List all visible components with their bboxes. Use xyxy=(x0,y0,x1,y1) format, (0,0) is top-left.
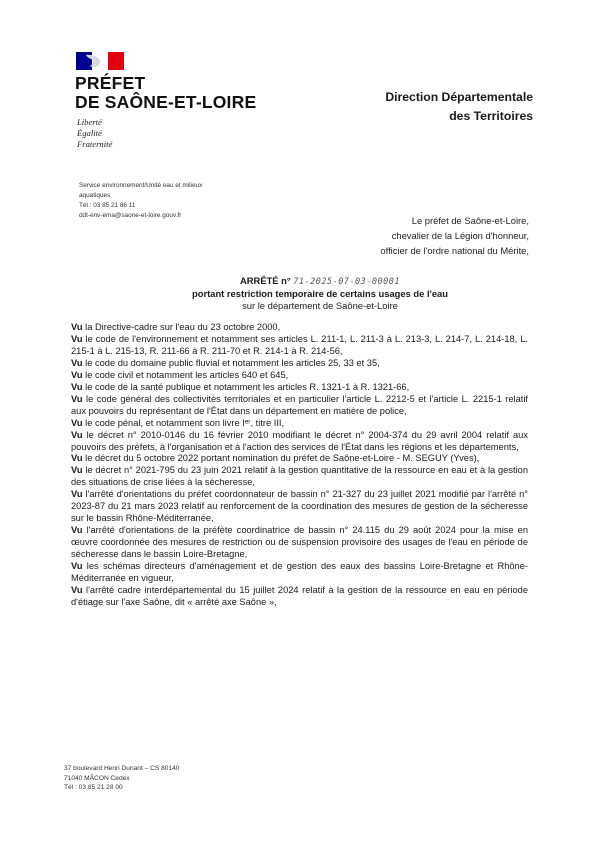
direction-line2: des Territoires xyxy=(449,109,533,123)
visa-item: Vu le décret n° 2021-795 du 23 juin 2021 relatif à la gestion quantitative de la ressource en eau et à la gestion des situations de crise liées à la sécheresse, xyxy=(71,465,528,488)
visa-item: Vu le code pénal, et notamment son livre Iᵉʳ, titre III, xyxy=(71,417,285,428)
motto-liberte: Liberté xyxy=(77,117,102,127)
arrete-heading xyxy=(100,275,540,312)
arrete-subtitle2: sur le département de Saône-et-Loire xyxy=(242,300,398,311)
motto-egalite: Égalité xyxy=(77,128,102,138)
service-line2: aquatiques xyxy=(79,192,111,199)
visa-item: Vu les schémas directeurs d'aménagement et de gestion des eaux des bassins Loire-Bretagne et Rhône-Méditerranée en vigueur, xyxy=(71,561,528,584)
visa-item: Vu l'arrêté d'orientations de la préfète coordinatrice de bassin n° 24.115 du 29 août 2024 pour la mise en œuvre coordonnée des mesures de restriction ou de suspension provisoire des usages de l'eau en période de sécheresse dans le bassin Loire-Bretagne, xyxy=(71,525,528,560)
visa-item: Vu l'arrêté d'orientations du préfet coordonnateur de bassin n° 21-327 du 23 juillet 2021 modifié par l'arrêté n° 2023-87 du 21 mars 2023 relatif au renforcement de la coordination des mesures de gestion de la sécheresse sur le bassin Rhône-Méditerranée, xyxy=(71,489,528,524)
visa-item: Vu le code général des collectivités territoriales et en particulier l'article L. 2212-5 et l'article L. 2215-1 relatif aux pouvoirs du représentant de l'État dans un département en matière de police, xyxy=(71,393,528,416)
footer-line2: 71040 MÂCON Cedex xyxy=(64,774,130,782)
direction-line1: Direction Départementale xyxy=(385,90,533,104)
service-contact xyxy=(79,181,269,221)
footer-line1: 37 boulevard Henri Dunant – CS 80140 xyxy=(64,765,180,772)
footer-address xyxy=(64,764,179,793)
prefet-wordmark xyxy=(75,74,256,112)
visas-list xyxy=(71,322,528,609)
service-email[interactable]: ddt-env-ema@saone-et-loire.gouv.fr xyxy=(79,212,182,219)
prefect-title-block xyxy=(380,213,529,258)
arrete-number xyxy=(100,275,540,288)
motto-fraternite: Fraternité xyxy=(77,139,113,149)
prefet-line1: PRÉFET xyxy=(75,73,146,93)
direction-header xyxy=(385,88,533,126)
prefet-line2: DE SAÔNE-ET-LOIRE xyxy=(75,92,257,112)
footer-line3: Tél : 03 85 21 28 00 xyxy=(64,784,123,791)
visa-item: Vu le code de l'environnement et notamment ses articles L. 211-1, L. 211-3 à L. 213-3, L. 214-7, L. 214-18, L. 215-1 à L. 215-13, R. 211-66 à R. 211-70 et R. 214-1 à R. 214-56, xyxy=(71,333,528,356)
service-line1: Service environnement/Unité eau et milieux xyxy=(79,182,203,189)
arrete-label: ARRÊTÉ n° xyxy=(240,275,291,286)
visa-item: Vu le code civil et notamment les articles 640 et 645, xyxy=(71,369,289,380)
visa-item: Vu le code de la santé publique et notamment les articles R. 1321-1 à R. 1321-66, xyxy=(71,381,410,392)
arrete-number-handwritten: 71-2025-07-03-00001 xyxy=(293,277,400,287)
republic-motto xyxy=(77,117,112,150)
visa-item: Vu la Directive-cadre sur l'eau du 23 octobre 2000, xyxy=(71,322,281,332)
marianne-flag-logo xyxy=(76,52,124,70)
visa-item: Vu l'arrêté cadre interdépartemental du 15 juillet 2024 relatif à la gestion de la ressource en eau en période d'étiage sur l'axe Saône, dit « arrêté axe Saône », xyxy=(71,584,528,607)
visa-item: Vu le décret n° 2010-0146 du 16 février 2010 modifiant le décret n° 2004-374 du 29 avril 2004 relatif aux pouvoirs des préfets, à l'organisation et à l'action des services de l'État dans les régions et les départements, xyxy=(71,429,528,452)
service-phone: Tél : 03 85 21 86 11 xyxy=(79,202,136,209)
visa-item: Vu le code du domaine public fluvial et notamment les articles 25, 33 et 35, xyxy=(71,357,380,368)
arrete-subtitle: portant restriction temporaire de certains usages de l'eau xyxy=(192,288,448,299)
prefect-title-line1: Le préfet de Saône-et-Loire, xyxy=(411,215,529,226)
visa-item: Vu le décret du 5 octobre 2022 portant nomination du préfet de Saône-et-Loire - M. SEGUY (Yves), xyxy=(71,453,480,464)
prefect-title-line2: chevalier de la Légion d'honneur, xyxy=(391,230,529,241)
prefect-title-line3: officier de l'ordre national du Mérite, xyxy=(380,245,529,256)
